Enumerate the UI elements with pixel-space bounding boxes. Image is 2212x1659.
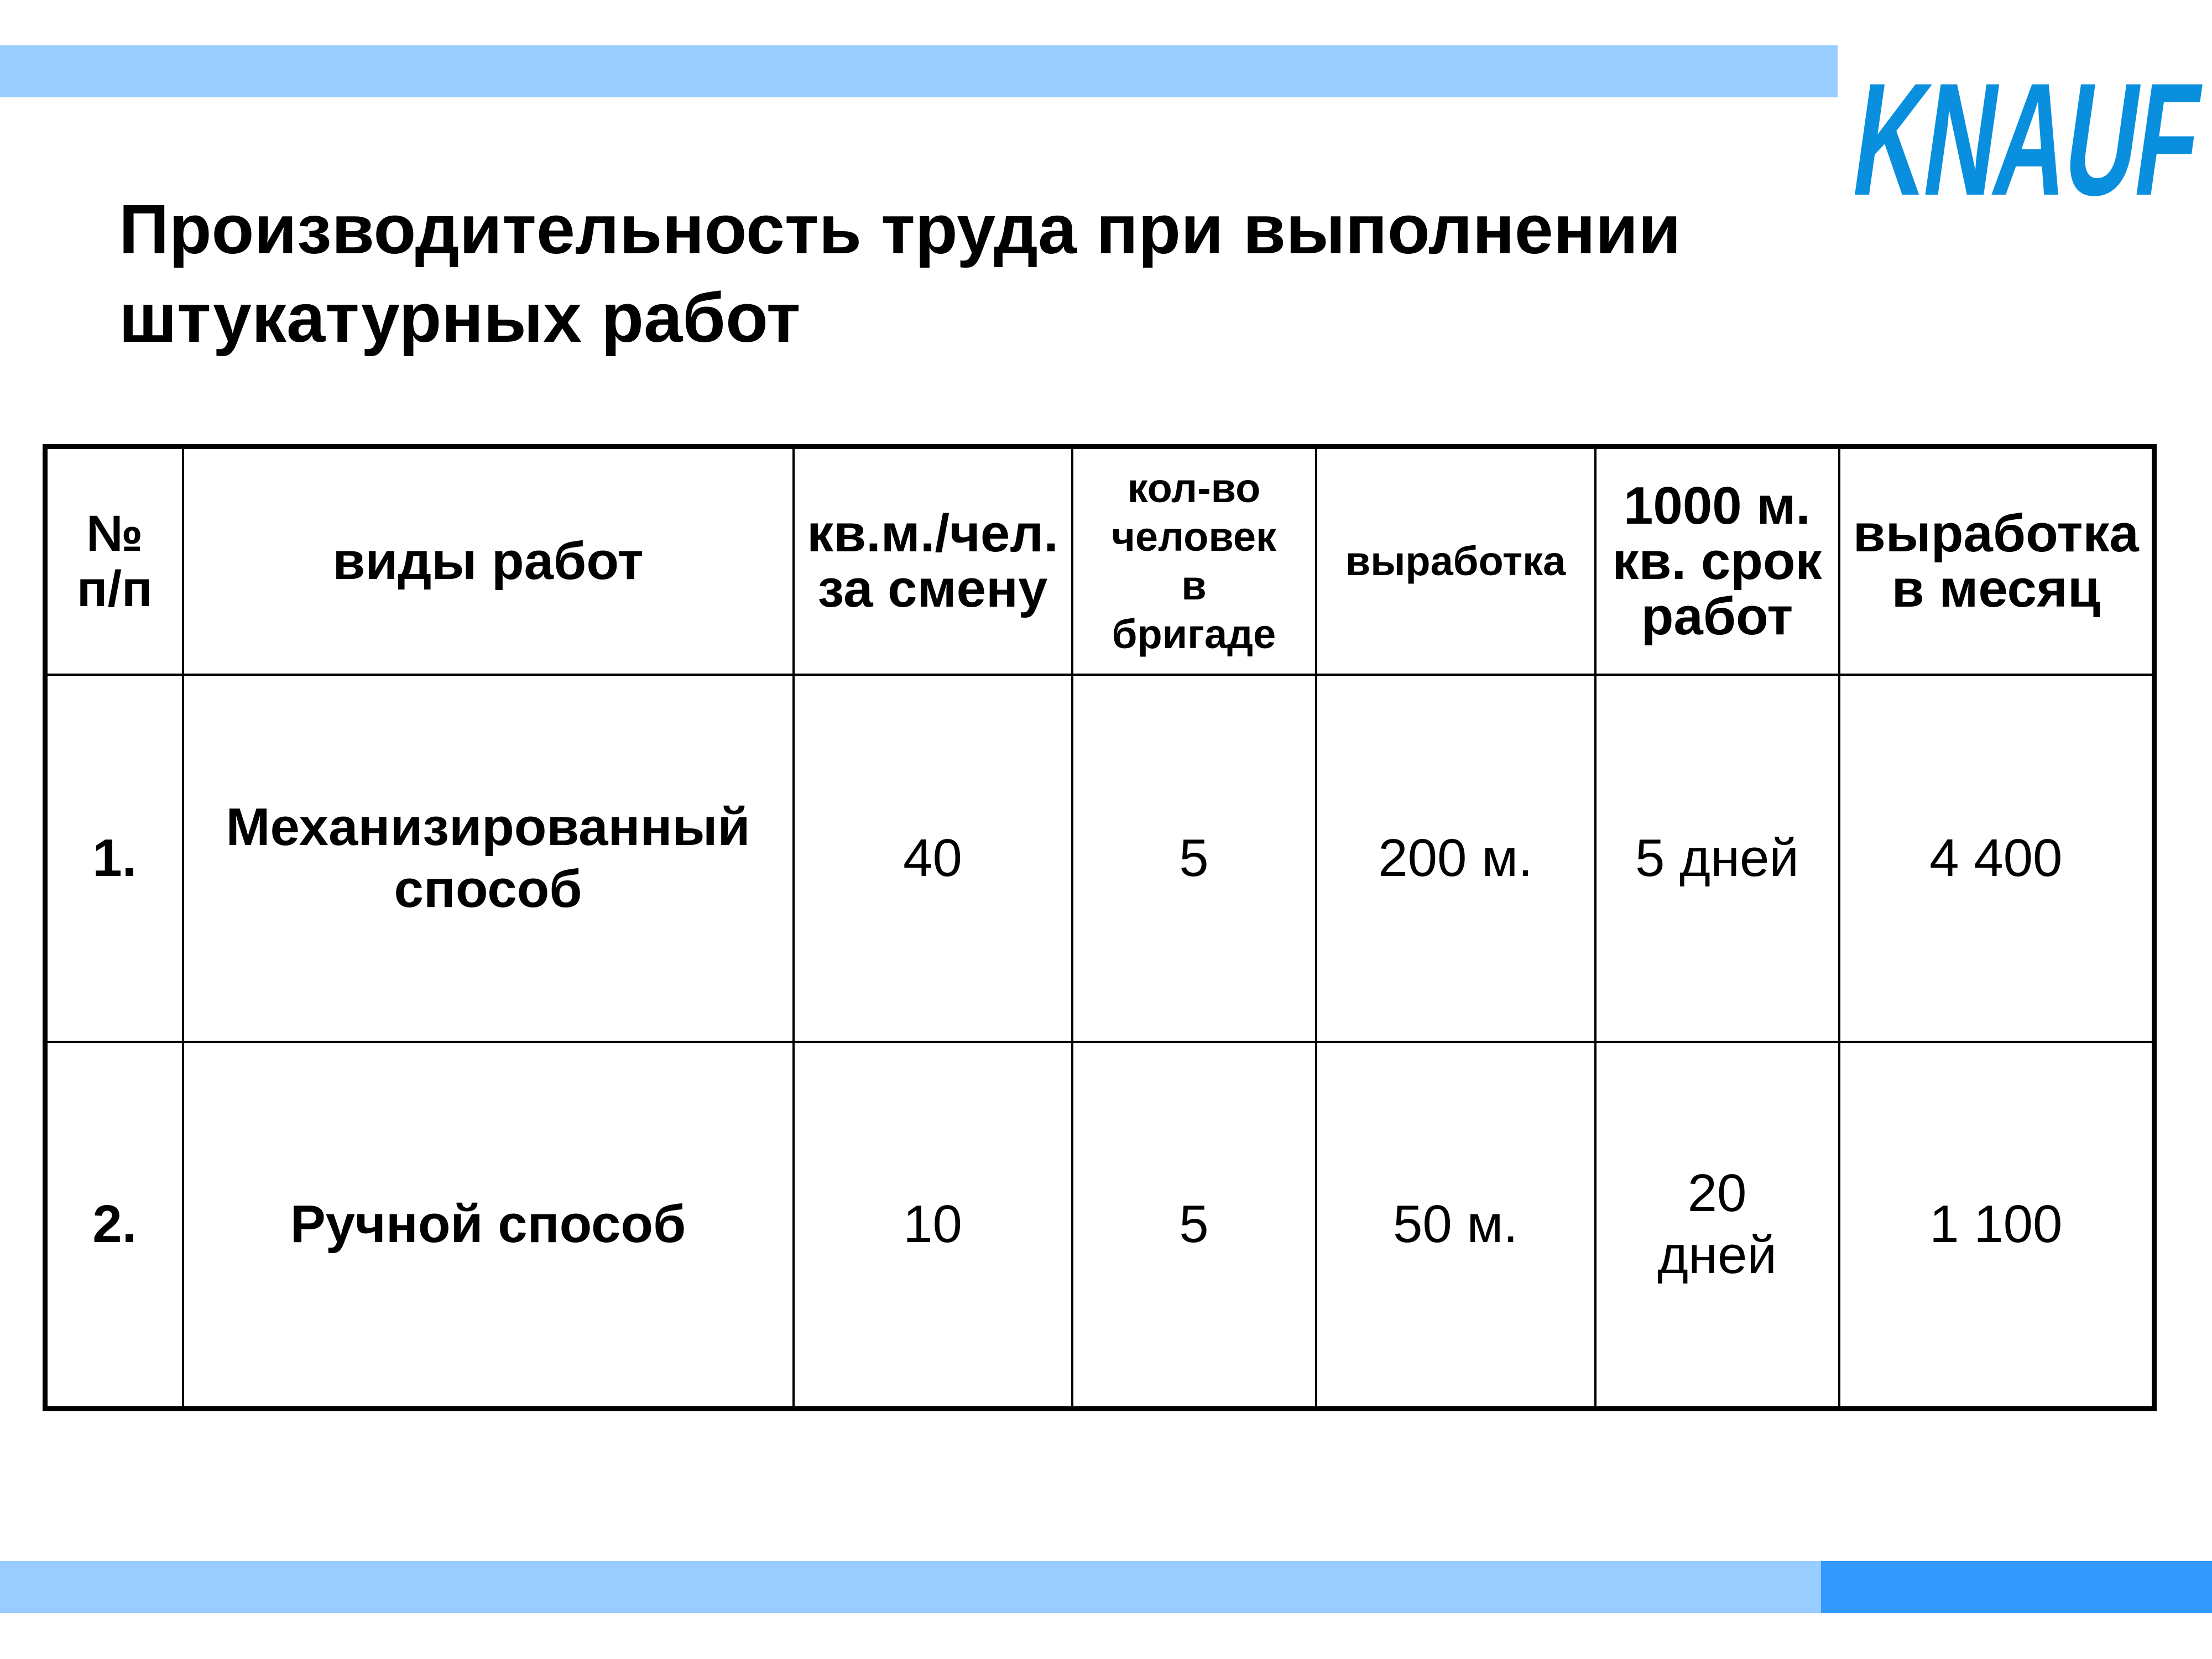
row-number: 2. <box>45 1042 183 1409</box>
table-row <box>45 1042 2154 1409</box>
svg-text:KNAUF: KNAUF <box>1843 50 2210 229</box>
bottom-accent-bar <box>1821 1561 2212 1613</box>
knauf-logo <box>1843 45 2210 229</box>
row-output: 50 м. <box>1316 1042 1595 1409</box>
row-monthly-output: 1 100 <box>1839 1042 2154 1409</box>
row-per-person: 10 <box>794 1042 1072 1409</box>
row-brigade-size: 5 <box>1072 1042 1316 1409</box>
row-brigade-size: 5 <box>1072 675 1316 1042</box>
header-output: выработка <box>1316 447 1595 675</box>
header-brigade-size: кол-во человек в бригаде <box>1072 447 1316 675</box>
row-monthly-output: 4 400 <box>1839 675 2154 1042</box>
table-header-row <box>45 447 2154 675</box>
top-decorative-bar <box>0 45 1838 97</box>
title-line-2: штукатурных работ <box>119 279 801 357</box>
table-row <box>45 675 2154 1042</box>
row-term: 20 дней <box>1595 1042 1839 1409</box>
header-per-person: кв.м./чел. за смену <box>794 447 1072 675</box>
productivity-table <box>43 444 2157 1411</box>
row-work-type: Механизированный способ <box>183 675 794 1042</box>
row-output: 200 м. <box>1316 675 1595 1042</box>
row-per-person: 40 <box>794 675 1072 1042</box>
header-number: № п/п <box>45 447 183 675</box>
title-line-1: Производительность труда при выполнении <box>119 190 1681 268</box>
row-number: 1. <box>45 675 183 1042</box>
slide-title <box>119 185 1833 362</box>
header-term: 1000 м. кв. срок работ <box>1595 447 1839 675</box>
row-work-type: Ручной способ <box>183 1042 794 1409</box>
header-monthly-output: выработка в месяц <box>1839 447 2154 675</box>
row-term: 5 дней <box>1595 675 1839 1042</box>
header-work-type: виды работ <box>183 447 794 675</box>
